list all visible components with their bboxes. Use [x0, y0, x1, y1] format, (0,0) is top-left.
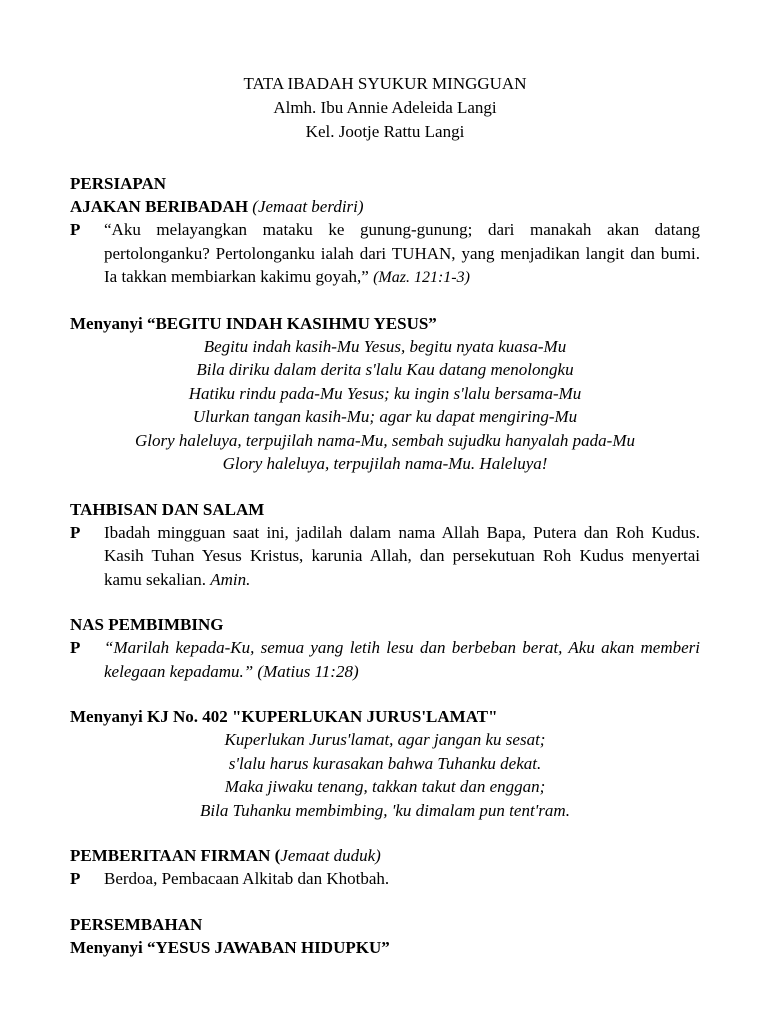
speaker-label: P	[70, 220, 81, 239]
speaker-label: P	[70, 522, 81, 542]
liturgy-row-firman	[70, 867, 700, 891]
song-heading-yesus-jawaban: Menyanyi “YESUS JAWABAN HIDUPKU”	[70, 937, 390, 957]
lyric-line: s'lalu harus kurasakan bahwa Tuhanku dekat.	[228, 753, 542, 773]
song-heading-kj-402: Menyanyi KJ No. 402 "KUPERLUKAN JURUS'LAMAT"	[70, 707, 498, 726]
document-page	[70, 72, 700, 959]
firman-note: Jemaat duduk)	[280, 846, 381, 865]
liturgy-row-nas	[70, 636, 700, 683]
lyric-line: Kuperlukan Jurus'lamat, agar jangan ku sesat;	[224, 730, 546, 749]
lyric-line: Glory haleluya, terpujilah nama-Mu, sembah sujudku hanyalah pada-Mu	[134, 430, 635, 450]
lyric-line: Glory haleluya, terpujilah nama-Mu. Haleluya!	[222, 454, 548, 473]
tahbisan-text	[104, 521, 700, 592]
song-lyrics-begitu-indah	[70, 335, 700, 476]
speaker-label: P	[70, 869, 81, 888]
lyric-line: Bila Tuhanku membimbing, 'ku dimalam pun tent'ram.	[200, 800, 570, 820]
section-heading-persiapan: PERSIAPAN	[70, 174, 167, 193]
lyric-line: Ulurkan tangan kasih-Mu; agar ku dapat mengiring-Mu	[192, 407, 578, 426]
liturgy-row-ajakan	[70, 218, 700, 290]
ajakan-verse: “Aku melayangkan mataku ke gunung-gunung; dari manakah akan datang pertolonganku? Pertolonganku ialah dari TUHAN, yang menjadikan langit dan bumi. Ia takkan membiarkan kakimu goyah,”	[104, 220, 700, 286]
lyric-line: Begitu indah kasih-Mu Yesus, begitu nyata kuasa-Mu	[203, 336, 567, 356]
section-heading-tahbisan: TAHBISAN DAN SALAM	[70, 499, 265, 519]
family-name: Kel. Jootje Rattu Langi	[305, 122, 465, 141]
liturgy-row-tahbisan	[70, 521, 700, 592]
nas-text: “Marilah kepada-Ku, semua yang letih lesu dan berbeban berat, Aku akan memberi kelegaan kepadamu.” (Matius 11:28)	[104, 638, 700, 681]
ajakan-note: (Jemaat berdiri)	[252, 197, 364, 216]
speaker-label: P	[70, 638, 81, 657]
firman-text: Berdoa, Pembacaan Alkitab dan Khotbah.	[104, 869, 390, 888]
section-heading-ajakan	[70, 195, 700, 218]
document-title: TATA IBADAH SYUKUR MINGGUAN	[243, 74, 527, 93]
section-heading-firman	[70, 844, 700, 867]
section-heading-nas: NAS PEMBIMBING	[70, 615, 224, 634]
ajakan-reference: (Maz. 121:1-3)	[373, 269, 470, 286]
lyric-line: Hatiku rindu pada-Mu Yesus; ku ingin s'lalu bersama-Mu	[188, 383, 582, 403]
song-lyrics-kj-402	[70, 728, 700, 822]
tahbisan-amin: Amin.	[210, 569, 251, 589]
section-heading-persembahan: PERSEMBAHAN	[70, 914, 203, 934]
song-heading-begitu-indah: Menyanyi “BEGITU INDAH KASIHMU YESUS”	[70, 313, 437, 333]
tahbisan-body: Ibadah mingguan saat ini, jadilah dalam nama Allah Bapa, Putera dan Roh Kudus. Kasih Tuhan Yesus Kristus, karunia Allah, dan persekutuan Roh Kudus menyertai kamu sekalian.	[104, 522, 700, 589]
ajakan-heading-text: AJAKAN BERIBADAH	[70, 197, 249, 216]
lyric-line: Bila diriku dalam derita s'lalu Kau datang menolongku	[196, 360, 574, 379]
memorial-name: Almh. Ibu Annie Adeleida Langi	[273, 98, 497, 117]
firman-heading-text: PEMBERITAAN FIRMAN (	[70, 846, 281, 865]
lyric-line: Maka jiwaku tenang, takkan takut dan enggan;	[224, 777, 546, 796]
ajakan-text	[104, 218, 700, 290]
